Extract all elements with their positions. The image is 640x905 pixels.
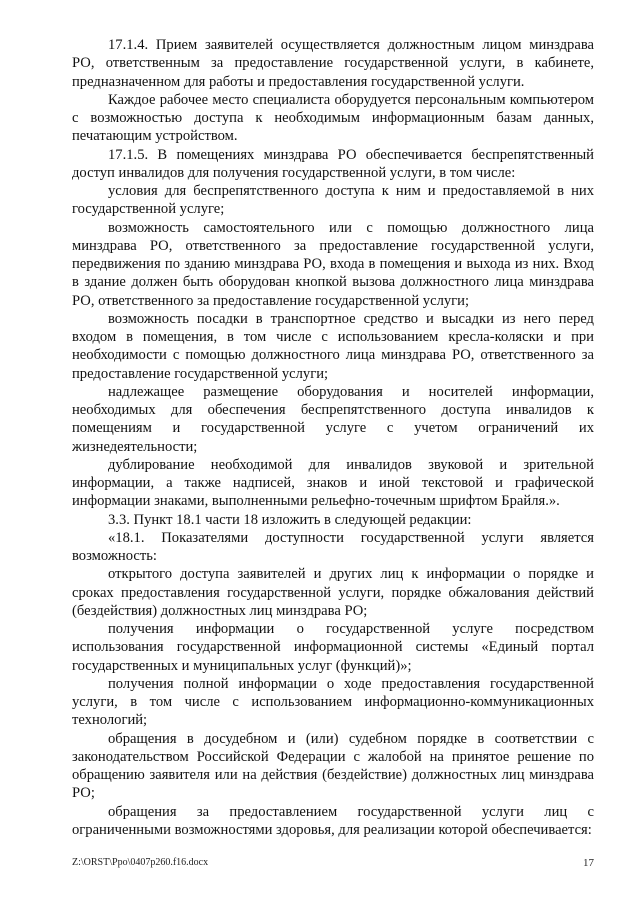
paragraph: получения полной информации о ходе предоставления государственной услуги, в том числе с использованием информационно-коммуникационных технологий; — [72, 675, 594, 729]
paragraph: обращения за предоставлением государственной услуги лиц с ограниченными возможностями здоровья, для реализации которой обеспечивается: — [72, 803, 594, 838]
paragraph: 3.3. Пункт 18.1 части 18 изложить в следующей редакции: — [108, 511, 472, 528]
paragraph: Каждое рабочее место специалиста оборудуется персональным компьютером с возможностью доступа к необходимым информационным базам данных, печатающим устройством. — [72, 91, 594, 145]
footer-file-path: Z:\ORST\Ppo\0407p260.f16.docx — [72, 857, 209, 868]
paragraph: надлежащее размещение оборудования и носителей информации, необходимых для обеспечения беспрепятственного доступа инвалидов к помещениям и государственной услуге с учетом ограничений их жизнедеятельности; — [72, 383, 594, 455]
paragraph: возможность самостоятельного или с помощью должностного лица минздрава РО, ответственного за предоставление государственной услуги, передвижения по зданию минздрава РО, входа в помещения и выхода из них. Вход в здание должен быть оборудован кнопкой вызова должностного лица минздрава РО, ответственного за предоставление государственной услуги; — [72, 219, 594, 309]
paragraph: условия для беспрепятственного доступа к ним и предоставляемой в них государственной услуге; — [72, 183, 594, 218]
paragraph: 17.1.5. В помещениях минздрава РО обеспечивается беспрепятственный доступ инвалидов для получения государственной услуги, в том числе: — [72, 146, 594, 181]
paragraph: «18.1. Показателями доступности государственной услуги является возможность: — [72, 529, 594, 564]
paragraph: возможность посадки в транспортное средство и высадки из него перед входом в помещения, в том числе с использованием кресла-коляски и при необходимости с помощью должностного лица минздрава РО, ответственного за предоставление государственной услуги; — [72, 310, 594, 382]
paragraph: открытого доступа заявителей и других лиц к информации о порядке и сроках предоставления государственной услуги, порядке обжалования действий (бездействия) должностных лиц минздрава РО; — [72, 566, 594, 619]
page-number: 17 — [583, 857, 594, 869]
paragraph: 17.1.4. Прием заявителей осуществляется должностным лицом минздрава РО, ответственным за предоставление государственной услуги, в кабинете, предназначенном для работы и предоставления государственной услуги. — [72, 37, 594, 90]
paragraph: дублирование необходимой для инвалидов звуковой и зрительной информации, а также надписей, знаков и иной текстовой и графической информации знаками, выполненными рельефно-точечным шрифтом Брайля.». — [72, 456, 594, 510]
paragraph: получения информации о государственной услуге посредством использования государственной информационной системы «Единый портал государственных и муниципальных услуг (функций)»; — [72, 621, 594, 674]
document-body — [72, 36, 594, 839]
paragraph: обращения в досудебном и (или) судебном порядке в соответствии с законодательством Российской Федерации с жалобой на принятое решение по обращению заявителя или на действия (бездействие) должностных лиц минздрава РО; — [72, 730, 594, 802]
